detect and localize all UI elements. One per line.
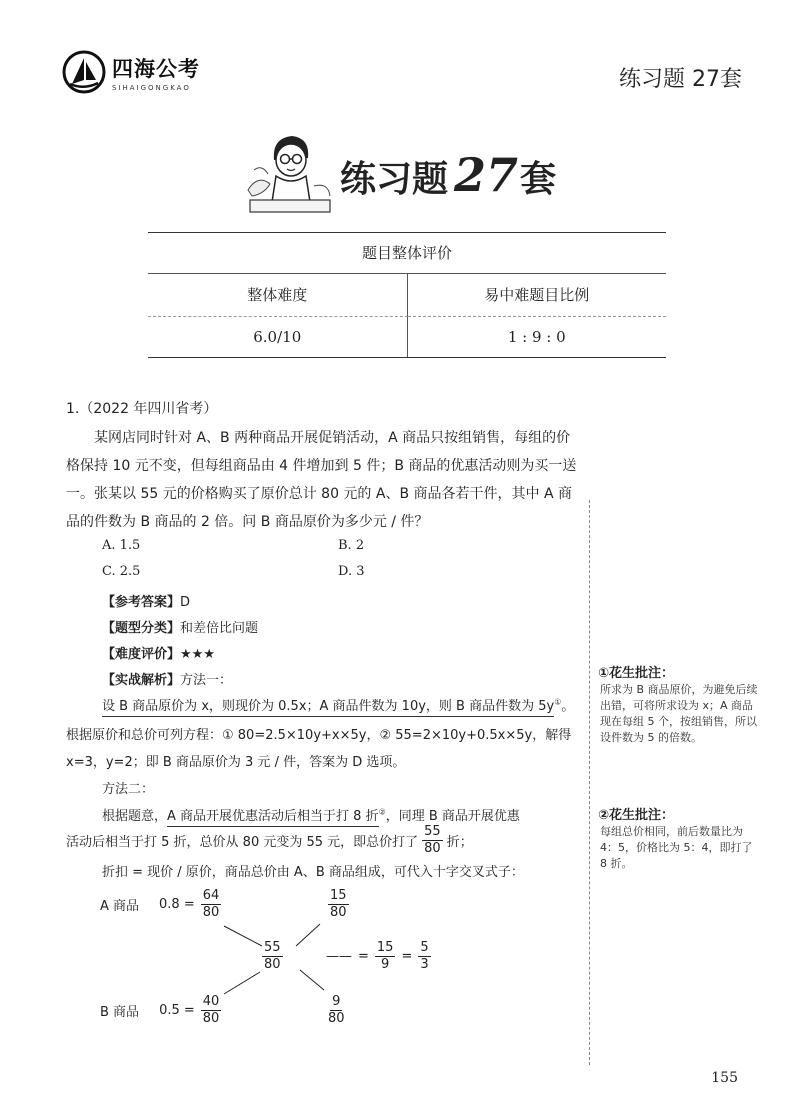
notes-divider [589, 500, 590, 1065]
cross-b-row [100, 994, 221, 1027]
note-1-body: 所求为 B 商品原价，为避免后续出错，可将所求设为 x；A 商品现在每组 5 个，按组销售，所以设件数为 5 的倍数。 [600, 683, 758, 744]
option-a: A. 1.5 [102, 538, 141, 553]
cross-ratio-2-denominator: 3 [420, 957, 429, 972]
cross-a-numerator: 64 [202, 888, 220, 903]
page-title [340, 148, 556, 202]
cross-b-denominator: 80 [202, 1011, 220, 1026]
cross-ratio-1-numerator: 15 [376, 940, 394, 955]
logo-text-en: SIHAIGONGKAO [112, 83, 191, 92]
analysis-label: 【实战解析】 [102, 673, 181, 688]
logo-sail-icon [62, 50, 106, 94]
evaluation-value-row [148, 317, 666, 357]
question-type [102, 617, 258, 636]
cross-middle-numerator: 55 [264, 940, 281, 955]
cross-bottom-right-denominator: 80 [328, 1011, 345, 1026]
cross-bottom-right-fraction [328, 994, 345, 1027]
method-one-label: 方法一： [180, 673, 233, 688]
cross-b-label: B 商品 [100, 1005, 140, 1020]
analysis-line-3: x=3，y=2；即 B 商品原价为 3 元 / 件，答案为 D 选项。 [66, 755, 406, 770]
cross-a-denominator: 80 [202, 905, 220, 920]
note-2-title: ②花生批注： [598, 808, 675, 823]
cross-middle-denominator: 80 [264, 957, 281, 972]
analysis-line-4-underlined: A 商品开展优惠活动后相当于打 8 折 [167, 809, 379, 827]
title-prefix: 练习题 [340, 159, 449, 200]
analysis-line-1-end: 。 [561, 699, 575, 714]
analysis-heading [102, 669, 232, 688]
difficulty-value: 6.0/10 [148, 317, 408, 357]
title-number: 27 [454, 148, 519, 202]
answer-key [102, 591, 190, 610]
method-two-label: 方法二： [102, 782, 155, 797]
analysis-line-4 [102, 805, 520, 824]
answer-key-value: D [180, 595, 191, 610]
cross-middle-fraction [262, 940, 283, 973]
cross-ratio-1 [375, 940, 396, 973]
cross-ratio-1-denominator: 9 [381, 957, 390, 972]
cross-a-fraction [201, 888, 222, 921]
analysis-line-4-post: ，同理 B 商品开展优惠 [385, 809, 520, 824]
total-discount-numerator: 55 [424, 824, 441, 839]
cross-ratio-2 [418, 940, 430, 973]
cross-dash: —— [326, 949, 352, 964]
evaluation-caption: 题目整体评价 [148, 233, 666, 274]
cross-result [326, 940, 431, 973]
title-suffix: 套 [520, 159, 557, 200]
cross-b-fraction [201, 994, 222, 1027]
cross-a-row [100, 888, 221, 921]
evaluation-table [148, 232, 666, 358]
note-2-body: 每组总价相同，前后数量比为 4：5，价格比为 5：4，即打了 8 折。 [600, 825, 753, 870]
cross-a-label: A 商品 [100, 899, 140, 914]
cross-a-rate: 0.8 = [159, 897, 195, 912]
option-b: B. 2 [338, 538, 365, 553]
total-discount-fraction [422, 824, 443, 857]
analysis-line-6: 折扣 = 现价 / 原价，商品总价由 A、B 商品组成，可代入十字交叉式子： [102, 865, 524, 880]
cross-top-right-fraction [328, 888, 349, 921]
option-c: C. 2.5 [102, 564, 141, 579]
ratio-value: 1 : 9 : 0 [507, 328, 566, 346]
header-set-label: 练习题 27套 [619, 67, 742, 92]
analysis-line-1 [102, 695, 574, 714]
question-type-label: 【题型分类】 [102, 621, 181, 636]
analysis-line-5 [66, 824, 473, 857]
total-discount-denominator: 80 [424, 841, 441, 856]
difficulty-header: 整体难度 [148, 274, 408, 317]
difficulty-label: 【难度评价】 [102, 647, 181, 662]
logo [62, 50, 200, 94]
page-number: 155 [711, 1070, 738, 1086]
note-marker-2: ② [378, 807, 386, 817]
ratio-header: 易中难题目比例 [408, 274, 667, 317]
note-marker-1: ① [554, 697, 562, 707]
analysis-line-4-pre: 根据题意， [102, 809, 168, 824]
cross-top-right-denominator: 80 [330, 905, 347, 920]
question-type-value: 和差倍比问题 [180, 621, 259, 636]
difficulty-rating [102, 643, 215, 662]
note-1-title: ①花生批注： [598, 666, 675, 681]
analysis-line-5-text: 活动后相当于打 5 折，总价从 80 元变为 55 元，即总价打了 [66, 835, 419, 850]
cross-bottom-right-numerator: 9 [332, 994, 341, 1009]
question-stem: 某网店同时针对 A、B 两种商品开展促销活动，A 商品只按组销售，每组的价格保持 10 元不变，但每组商品由 4 件增加到 5 件；B 商品的优惠活动则为买一送一。张某以 55 元的价格购买了原价总计 80 元的 A、B 商品各若干件，其中 A 商品的件数为 B 商品的 2 倍。问 B 商品原价为多少元 / 件？ [66, 430, 577, 530]
cross-equals-1: = [358, 949, 369, 964]
difficulty-stars: ★★★ [180, 647, 215, 662]
cross-top-right-numerator: 15 [330, 888, 347, 903]
question-number: 1.（2022 年四川省考） [66, 401, 218, 417]
cross-b-numerator: 40 [202, 994, 220, 1009]
cross-ratio-2-numerator: 5 [420, 940, 429, 955]
cross-b-rate: 0.5 = [159, 1003, 195, 1018]
evaluation-header-row [148, 274, 666, 317]
analysis-line-2: 根据原价和总价可列方程：① 80=2.5×10y+x×5y，② 55=2×10y+0.5x×5y，解得 [66, 728, 572, 743]
answer-key-label: 【参考答案】 [102, 595, 181, 610]
logo-text-cn: 四海公考 [112, 56, 200, 81]
cross-equals-2: = [401, 949, 413, 964]
option-d: D. 3 [338, 564, 365, 579]
analysis-line-1-text: 设 B 商品原价为 x，则现价为 0.5x；A 商品件数为 10y，则 B 商品件数为 5y [102, 699, 554, 717]
analysis-line-5-end: 折； [446, 835, 473, 850]
cartoon-student-illustration [244, 130, 336, 216]
